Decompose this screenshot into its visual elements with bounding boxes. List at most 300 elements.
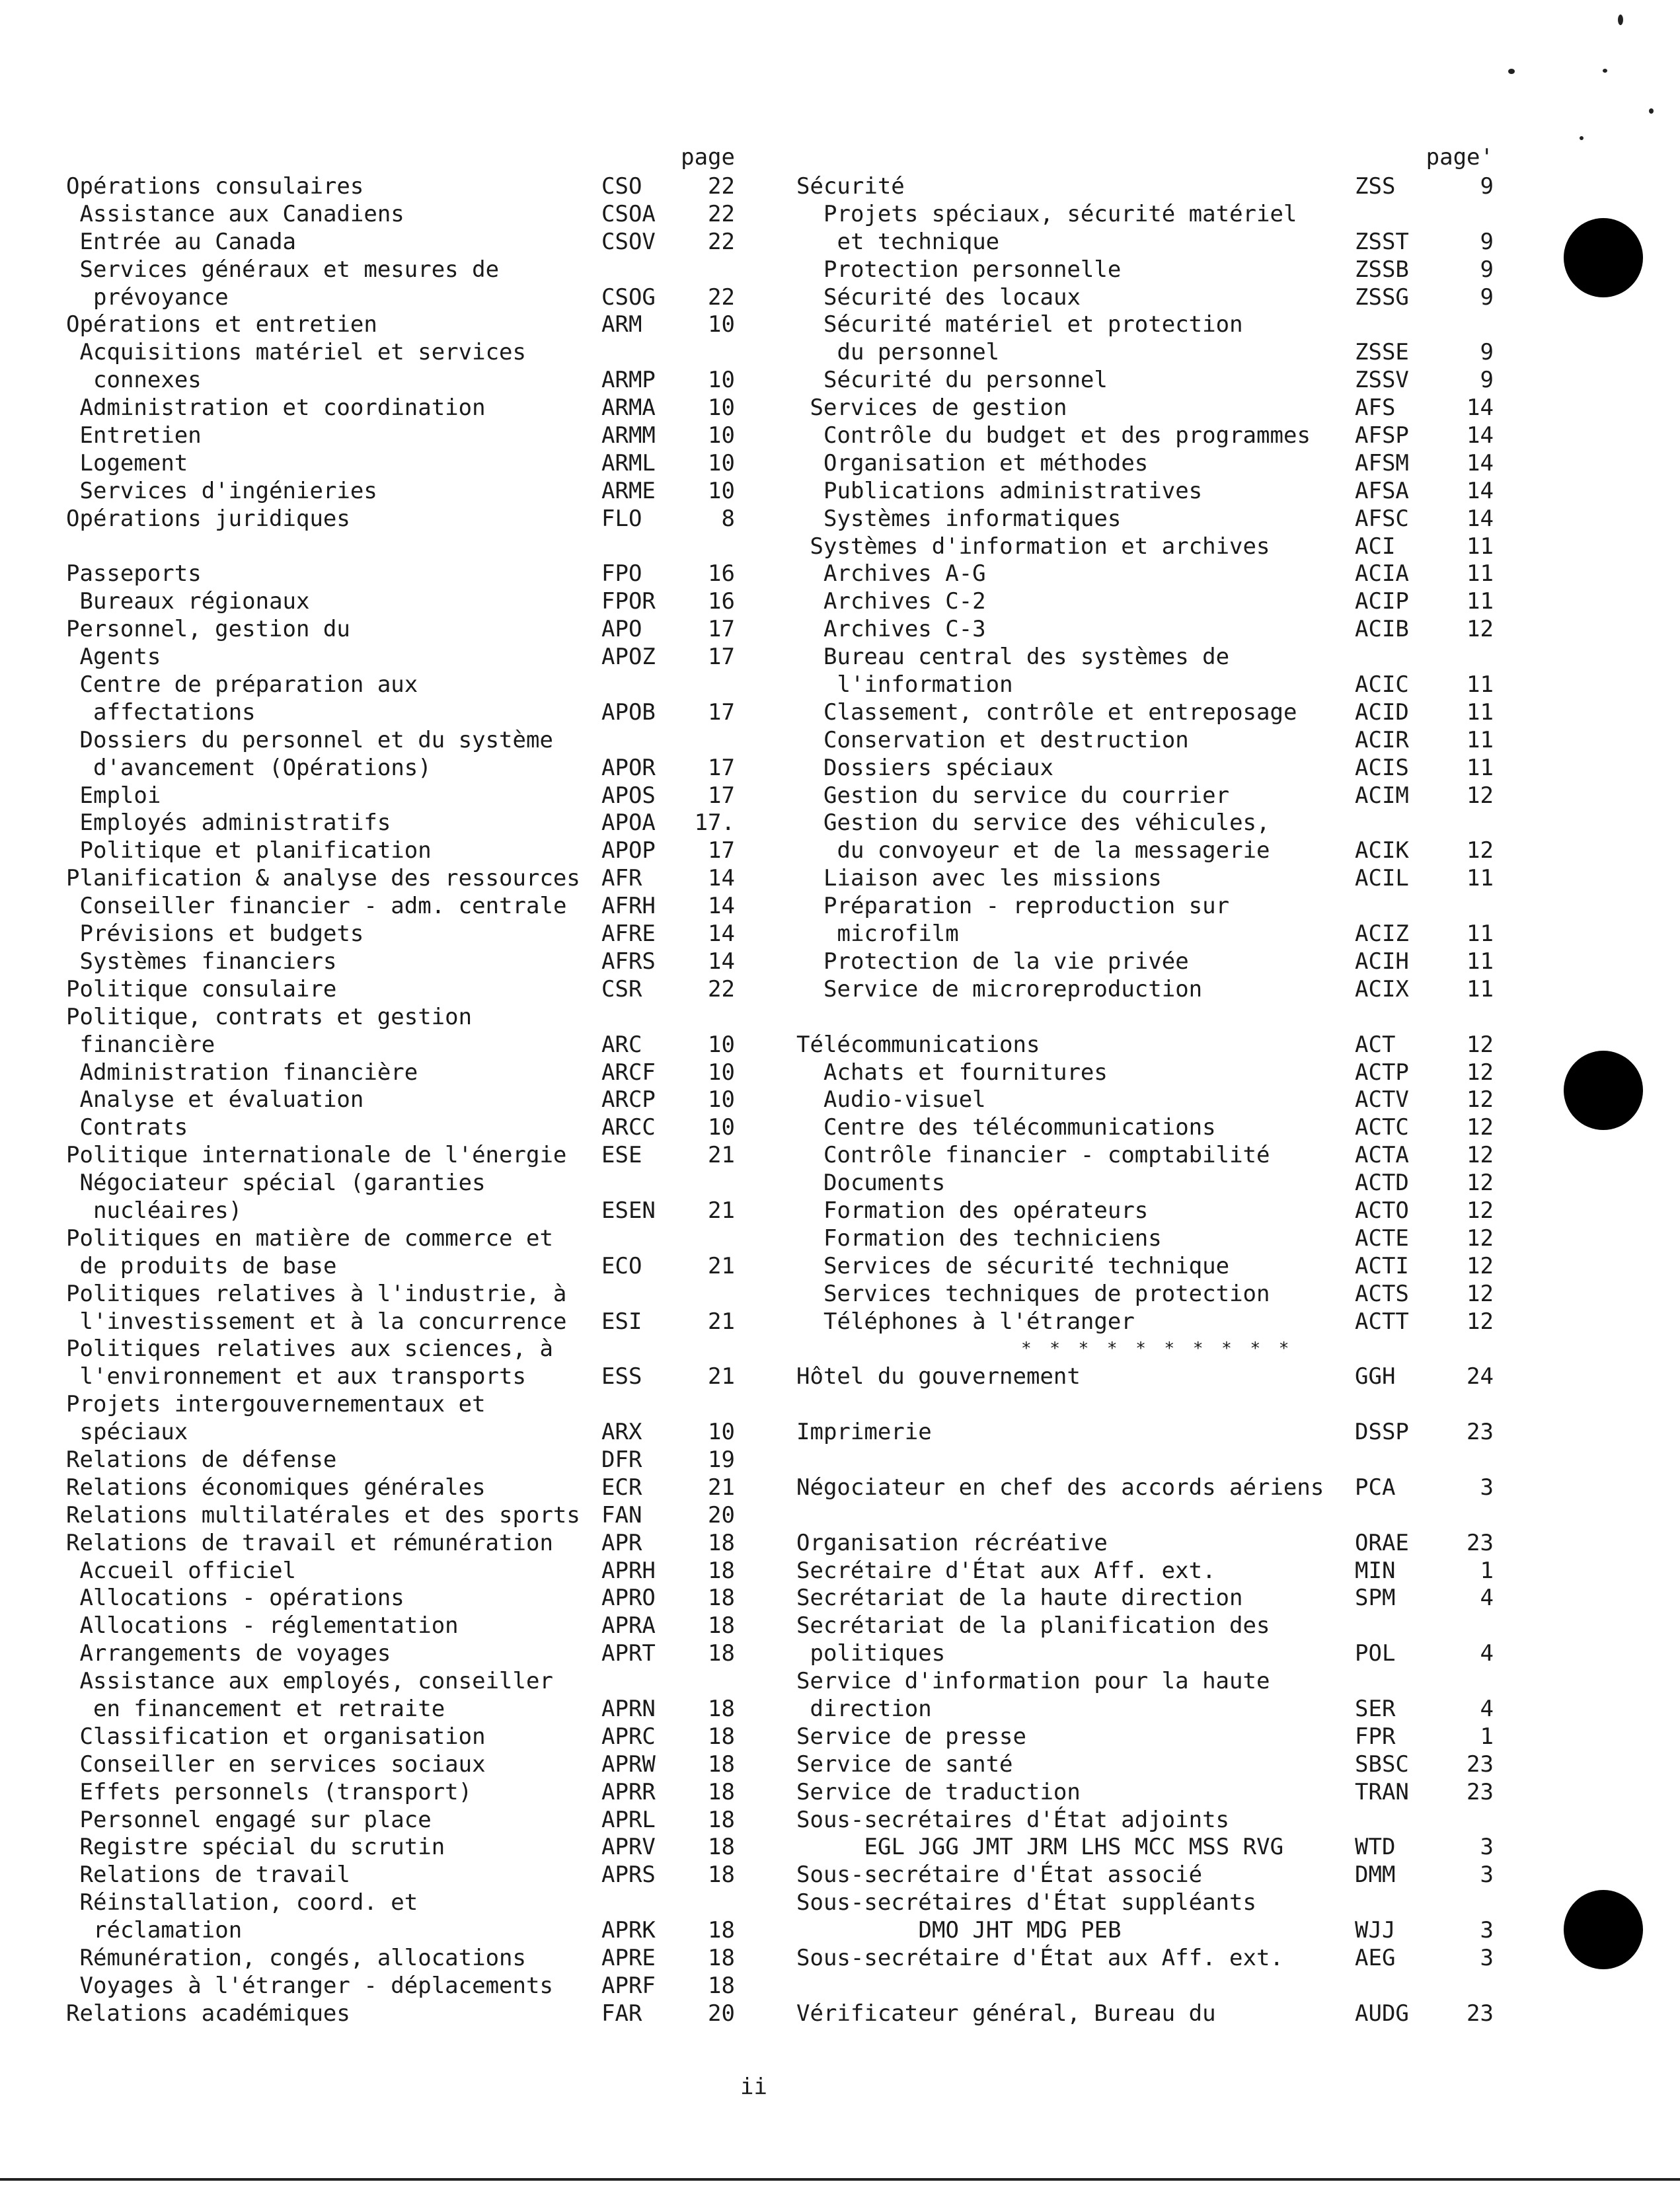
entry-code: APR: [601, 1529, 642, 1556]
entry-page: 14: [1467, 449, 1494, 476]
entry-title: Organisation récréative: [796, 1529, 1108, 1556]
index-entry: [66, 478, 735, 506]
entry-code: MIN: [1355, 1557, 1396, 1584]
entry-code: ACIR: [1355, 726, 1409, 753]
index-entry: [796, 1945, 1494, 1973]
index-entry: [796, 284, 1494, 312]
entry-page: 24: [1467, 1363, 1494, 1390]
index-entry: [66, 921, 735, 948]
entry-page: 12: [1467, 616, 1494, 643]
index-entry: [796, 1086, 1494, 1114]
entry-code: FPR: [1355, 1723, 1396, 1750]
index-entry: [66, 1308, 735, 1336]
entry-page: 11: [1467, 865, 1494, 892]
entry-title: Agents: [79, 644, 161, 671]
index-entry: [796, 810, 1494, 837]
entry-code: SBSC: [1355, 1751, 1409, 1778]
entry-title: Centre des télécommunications: [823, 1114, 1216, 1141]
entry-code: FLO: [601, 505, 642, 532]
entry-page: 17: [708, 698, 735, 726]
entry-title: d'avancement (Opérations): [93, 754, 432, 781]
entry-title: Rémunération, congés, allocations: [79, 1945, 527, 1971]
index-entry: [66, 506, 735, 533]
page-label: page: [681, 144, 735, 170]
entry-title: Conservation et destruction: [823, 726, 1189, 753]
binder-hole: [1564, 1890, 1643, 1969]
index-entry: [796, 1696, 1494, 1723]
entry-title: Acquisitions matériel et services: [79, 339, 527, 366]
index-entry: [66, 837, 735, 865]
entry-title: Opérations et entretien: [66, 311, 377, 338]
entry-title: Service de santé: [796, 1751, 1013, 1778]
scan-edge: [0, 2178, 1680, 2181]
entry-code: ARML: [601, 449, 656, 476]
left-page-header: [66, 144, 735, 173]
index-entry: [796, 533, 1494, 561]
index-entry: [796, 1889, 1494, 1917]
entry-code: ACIC: [1355, 671, 1409, 698]
entry-code: ACTA: [1355, 1142, 1409, 1169]
entry-code: ACIL: [1355, 865, 1409, 892]
entry-page: 22: [708, 173, 735, 200]
entry-page: 14: [1467, 505, 1494, 532]
entry-title: Sous-secrétaire d'État associé: [796, 1862, 1203, 1889]
entry-code: APRW: [601, 1751, 656, 1778]
entry-page: 12: [1467, 782, 1494, 809]
index-entry: [66, 1779, 735, 1807]
entry-code: ACTS: [1355, 1280, 1409, 1307]
entry-title: Personnel engagé sur place: [79, 1806, 432, 1833]
entry-code: APRT: [601, 1640, 656, 1667]
entry-title: Emploi: [79, 782, 161, 809]
entry-code: ZSSG: [1355, 283, 1409, 311]
entry-title: Politique, contrats et gestion: [66, 1003, 473, 1030]
entry-title: Gestion du service du courrier: [823, 782, 1230, 809]
entry-title: Relations de travail et rémunération: [66, 1529, 553, 1556]
entry-page: 12: [1467, 1197, 1494, 1224]
index-entry: [66, 173, 735, 201]
entry-code: ACIX: [1355, 975, 1409, 1002]
entry-page: 9: [1480, 367, 1494, 394]
entry-code: POL: [1355, 1640, 1396, 1667]
entry-code: DFR: [601, 1446, 642, 1473]
entry-page: 14: [1467, 422, 1494, 449]
entry-page: 11: [1467, 533, 1494, 560]
entry-page: 14: [708, 921, 735, 948]
entry-page: 11: [1467, 975, 1494, 1002]
entry-page: 18: [708, 1862, 735, 1889]
entry-title: Sous-secrétaires d'État adjoints: [796, 1806, 1230, 1833]
entry-code: APOS: [601, 782, 656, 809]
entry-title: Systèmes informatiques: [823, 505, 1122, 532]
entry-title: prévoyance: [93, 283, 229, 311]
entry-title: Sécurité des locaux: [823, 283, 1081, 311]
entry-title: Vérificateur général, Bureau du: [796, 2000, 1216, 2027]
entry-title: Réinstallation, coord. et: [79, 1889, 418, 1916]
index-entry: [66, 339, 735, 367]
entry-title: Sécurité: [796, 173, 905, 200]
entry-page: 3: [1480, 1474, 1494, 1501]
entry-page: 12: [1467, 1252, 1494, 1279]
entry-title: Entrée au Canada: [79, 228, 297, 255]
index-entry: [796, 1225, 1494, 1253]
entry-code: ARME: [601, 477, 656, 504]
entry-title: Sous-secrétaires d'État suppléants: [796, 1889, 1256, 1916]
entry-page: 12: [1467, 1308, 1494, 1335]
index-entry: [66, 1142, 735, 1170]
separator-stars: [796, 1336, 1494, 1363]
entry-title: Dossiers spéciaux: [823, 754, 1053, 781]
scan-speck: [1580, 136, 1584, 140]
entry-page: 18: [708, 1751, 735, 1778]
index-entry: [796, 1612, 1494, 1640]
index-entry: [796, 1917, 1494, 1945]
entry-code: FAR: [601, 2000, 642, 2027]
index-entry: [796, 1114, 1494, 1142]
index-entry: [66, 782, 735, 810]
index-entry: [66, 1391, 735, 1419]
entry-title: du convoyeur et de la messagerie: [837, 837, 1270, 864]
entry-title: Documents: [823, 1170, 946, 1197]
index-entry: [796, 201, 1494, 229]
entry-code: ARCF: [601, 1059, 656, 1086]
entry-title: Protection personnelle: [823, 256, 1122, 283]
right-column: [796, 144, 1494, 2028]
index-entry: [66, 865, 735, 893]
entry-title: Télécommunications: [796, 1031, 1040, 1058]
index-entry: [796, 1807, 1494, 1834]
index-entry: [796, 2000, 1494, 2028]
entry-page: 9: [1480, 173, 1494, 200]
index-entry: [66, 395, 735, 422]
index-entry: [796, 1862, 1494, 1889]
entry-title: microfilm: [837, 921, 959, 948]
index-entry: [796, 173, 1494, 201]
entry-title: Négociateur spécial (garanties: [79, 1170, 486, 1197]
entry-code: APRV: [601, 1834, 656, 1861]
entry-title: EGL JGG JMT JRM LHS MCC MSS RVG: [864, 1834, 1284, 1861]
index-entry: [66, 1253, 735, 1281]
entry-title: Contrôle financier - comptabilité: [823, 1142, 1270, 1169]
entry-page: 18: [708, 1945, 735, 1971]
entry-page: 23: [1467, 1778, 1494, 1805]
page-label: page': [1426, 144, 1494, 170]
entry-page: 16: [708, 588, 735, 615]
right-page-header: [796, 144, 1494, 173]
index-entry: [66, 1751, 735, 1779]
index-entry: [66, 1834, 735, 1862]
index-entry: [796, 229, 1494, 256]
index-entry: [796, 422, 1494, 450]
entry-title: Relations académiques: [66, 2000, 350, 2027]
entry-code: AFRE: [601, 921, 656, 948]
entry-title: Préparation - reproduction sur: [823, 893, 1230, 920]
blank-line: [796, 1391, 1494, 1419]
index-entry: [66, 755, 735, 782]
entry-title: Analyse et évaluation: [79, 1086, 364, 1113]
entry-code: CSO: [601, 173, 642, 200]
entry-page: 17.: [694, 810, 735, 837]
entry-title: Dossiers du personnel et du système: [79, 726, 553, 753]
index-entry: [796, 1308, 1494, 1336]
entry-page: 17: [708, 644, 735, 671]
index-entry: [796, 1751, 1494, 1779]
index-entry: [796, 865, 1494, 893]
entry-title: Bureau central des systèmes de: [823, 644, 1230, 671]
scan-speck: [1618, 15, 1623, 25]
entry-code: ESEN: [601, 1197, 656, 1224]
index-entry: [66, 1696, 735, 1723]
entry-page: 10: [708, 367, 735, 394]
entry-page: 21: [708, 1142, 735, 1169]
entry-title: Administration et coordination: [79, 395, 486, 422]
entry-page: 3: [1480, 1945, 1494, 1971]
entry-title: Sous-secrétaire d'État aux Aff. ext.: [796, 1945, 1283, 1971]
index-entry: [66, 1363, 735, 1391]
entry-code: APRK: [601, 1917, 656, 1944]
entry-title: Contrôle du budget et des programmes: [823, 422, 1311, 449]
page-number: ii: [740, 2074, 767, 2100]
entry-page: 18: [708, 1612, 735, 1640]
entry-code: APRC: [601, 1723, 656, 1750]
entry-code: AEG: [1355, 1945, 1396, 1971]
entry-code: APO: [601, 616, 642, 643]
scan-speck: [1508, 69, 1515, 74]
entry-page: 12: [1467, 1142, 1494, 1169]
entry-title: Politiques relatives aux sciences, à: [66, 1336, 553, 1363]
entry-page: 12: [1467, 837, 1494, 864]
entry-title: Services généraux et mesures de: [79, 256, 500, 283]
entry-code: ORAE: [1355, 1529, 1409, 1556]
entry-page: 12: [1467, 1170, 1494, 1197]
index-entry: [796, 837, 1494, 865]
index-entry: [66, 588, 735, 616]
entry-code: AFSA: [1355, 477, 1409, 504]
index-entry: [796, 921, 1494, 948]
entry-title: Gestion du service des véhicules,: [823, 810, 1270, 837]
entry-code: ZSSV: [1355, 367, 1409, 394]
entry-title: Service de presse: [796, 1723, 1026, 1750]
entry-title: Personnel, gestion du: [66, 616, 350, 643]
entry-code: ESE: [601, 1142, 642, 1169]
entry-title: Arrangements de voyages: [79, 1640, 391, 1667]
index-entry: [796, 1834, 1494, 1862]
entry-title: en financement et retraite: [93, 1695, 445, 1722]
entry-code: CSR: [601, 975, 642, 1002]
index-entry: [66, 422, 735, 450]
entry-page: 12: [1467, 1114, 1494, 1141]
index-entry: [66, 1558, 735, 1585]
entry-title: Registre spécial du scrutin: [79, 1834, 445, 1861]
index-entry: [66, 1197, 735, 1225]
index-entry: [66, 1502, 735, 1530]
entry-code: ESI: [601, 1308, 642, 1335]
index-entry: [66, 367, 735, 395]
entry-title: Contrats: [79, 1114, 188, 1141]
entry-page: 12: [1467, 1059, 1494, 1086]
entry-title: l'information: [837, 671, 1013, 698]
index-entry: [66, 644, 735, 671]
entry-page: 22: [708, 283, 735, 311]
entry-page: 17: [708, 837, 735, 864]
entry-page: 1: [1480, 1557, 1494, 1584]
index-entry: [796, 699, 1494, 727]
entry-title: Téléphones à l'étranger: [823, 1308, 1135, 1335]
entry-page: 20: [708, 2000, 735, 2027]
entry-code: CSOV: [601, 228, 656, 255]
entry-page: 9: [1480, 283, 1494, 311]
entry-code: ACIH: [1355, 948, 1409, 975]
entry-code: ACTT: [1355, 1308, 1409, 1335]
entry-page: 23: [1467, 1419, 1494, 1446]
entry-page: 14: [708, 865, 735, 892]
index-entry: [796, 976, 1494, 1004]
index-entry: [66, 1474, 735, 1502]
entry-code: AFSM: [1355, 449, 1409, 476]
entry-page: 11: [1467, 588, 1494, 615]
index-entry: [66, 1059, 735, 1087]
entry-code: ACIB: [1355, 616, 1409, 643]
entry-title: Projets spéciaux, sécurité matériel: [823, 200, 1297, 227]
entry-title: Politique et planification: [79, 837, 432, 864]
index-entry: [796, 1170, 1494, 1197]
index-entry: [796, 311, 1494, 339]
index-entry: [796, 256, 1494, 284]
entry-code: WTD: [1355, 1834, 1396, 1861]
entry-title: DMO JHT MDG PEB: [918, 1917, 1122, 1944]
entry-code: CSOG: [601, 283, 656, 311]
index-entry: [796, 755, 1494, 782]
index-entry: [796, 1779, 1494, 1807]
index-entry: [796, 671, 1494, 699]
entry-page: 23: [1467, 2000, 1494, 2027]
entry-title: Archives C-2: [823, 588, 986, 615]
entry-page: 17: [708, 616, 735, 643]
entry-code: ACIZ: [1355, 921, 1409, 948]
entry-code: ZSSE: [1355, 339, 1409, 366]
entry-page: 18: [708, 1972, 735, 1999]
entry-code: AFSC: [1355, 505, 1409, 532]
entry-title: Systèmes financiers: [79, 948, 337, 975]
entry-title: nucléaires): [93, 1197, 243, 1224]
entry-page: 18: [708, 1557, 735, 1584]
index-entry: [66, 1170, 735, 1197]
index-entry: [66, 1447, 735, 1474]
entry-page: 21: [708, 1363, 735, 1390]
entry-code: ACIK: [1355, 837, 1409, 864]
entry-title: Protection de la vie privée: [823, 948, 1189, 975]
entry-code: ZSST: [1355, 228, 1409, 255]
index-entry: [66, 1973, 735, 2000]
entry-page: 1: [1480, 1723, 1494, 1750]
entry-code: PCA: [1355, 1474, 1396, 1501]
index-entry: [66, 1225, 735, 1253]
index-entry: [796, 727, 1494, 755]
entry-page: 10: [708, 1114, 735, 1141]
entry-title: et technique: [837, 228, 1000, 255]
entry-code: ESS: [601, 1363, 642, 1390]
index-entry: [796, 1253, 1494, 1281]
index-entry: [66, 1004, 735, 1032]
entry-page: 23: [1467, 1751, 1494, 1778]
entry-code: DSSP: [1355, 1419, 1409, 1446]
entry-page: 21: [708, 1197, 735, 1224]
entry-page: 11: [1467, 698, 1494, 726]
entry-code: ARMA: [601, 395, 656, 422]
entry-code: ACIP: [1355, 588, 1409, 615]
entry-title: du personnel: [837, 339, 1000, 366]
entry-page: 21: [708, 1308, 735, 1335]
entry-code: ECR: [601, 1474, 642, 1501]
entry-title: Organisation et méthodes: [823, 449, 1149, 476]
entry-title: de produits de base: [79, 1252, 337, 1279]
entry-page: 18: [708, 1695, 735, 1722]
entry-page: 11: [1467, 948, 1494, 975]
entry-title: Secrétariat de la planification des: [796, 1612, 1270, 1640]
entry-title: financière: [79, 1031, 215, 1058]
entry-code: FPOR: [601, 588, 656, 615]
entry-code: ACT: [1355, 1031, 1396, 1058]
entry-page: 3: [1480, 1834, 1494, 1861]
entry-code: AFRS: [601, 948, 656, 975]
entry-code: APRE: [601, 1945, 656, 1971]
binder-hole: [1564, 1051, 1643, 1130]
index-entry: [796, 1032, 1494, 1059]
index-entry: [796, 893, 1494, 921]
entry-page: 11: [1467, 921, 1494, 948]
entry-title: Service d'information pour la haute: [796, 1668, 1270, 1695]
entry-title: Prévisions et budgets: [79, 921, 364, 948]
entry-page: 21: [708, 1252, 735, 1279]
entry-page: 18: [708, 1834, 735, 1861]
index-entry: [66, 727, 735, 755]
entry-code: ACTV: [1355, 1086, 1409, 1113]
blank-line: [796, 1502, 1494, 1530]
entry-title: Accueil officiel: [79, 1557, 297, 1584]
entry-code: ZSS: [1355, 173, 1396, 200]
entry-title: Relations de travail: [79, 1862, 350, 1889]
index-entry: [796, 948, 1494, 976]
entry-code: GGH: [1355, 1363, 1396, 1390]
entry-title: Logement: [79, 449, 188, 476]
entry-page: 16: [708, 560, 735, 587]
index-entry: [796, 588, 1494, 616]
index-entry: [66, 1612, 735, 1640]
entry-code: AFS: [1355, 395, 1396, 422]
entry-title: Imprimerie: [796, 1419, 932, 1446]
blank-line: [796, 1004, 1494, 1032]
entry-title: Service de microreproduction: [823, 975, 1203, 1002]
index-entry: [66, 1585, 735, 1612]
entry-page: 18: [708, 1529, 735, 1556]
entry-title: l'environnement et aux transports: [79, 1363, 527, 1390]
index-entry: [66, 1419, 735, 1447]
entry-title: Formation des techniciens: [823, 1225, 1162, 1252]
index-entry: [66, 2000, 735, 2028]
index-entry: [66, 1889, 735, 1917]
entry-code: ACTI: [1355, 1252, 1409, 1279]
entry-page: 17: [708, 782, 735, 809]
entry-page: 22: [708, 228, 735, 255]
entry-page: 11: [1467, 726, 1494, 753]
entry-code: TRAN: [1355, 1778, 1409, 1805]
entry-page: 10: [708, 449, 735, 476]
entry-title: Classification et organisation: [79, 1723, 486, 1750]
entry-page: 8: [721, 505, 735, 532]
entry-title: Politique internationale de l'énergie: [66, 1142, 567, 1169]
entry-title: Services techniques de protection: [823, 1280, 1270, 1307]
entry-code: ARCP: [601, 1086, 656, 1113]
